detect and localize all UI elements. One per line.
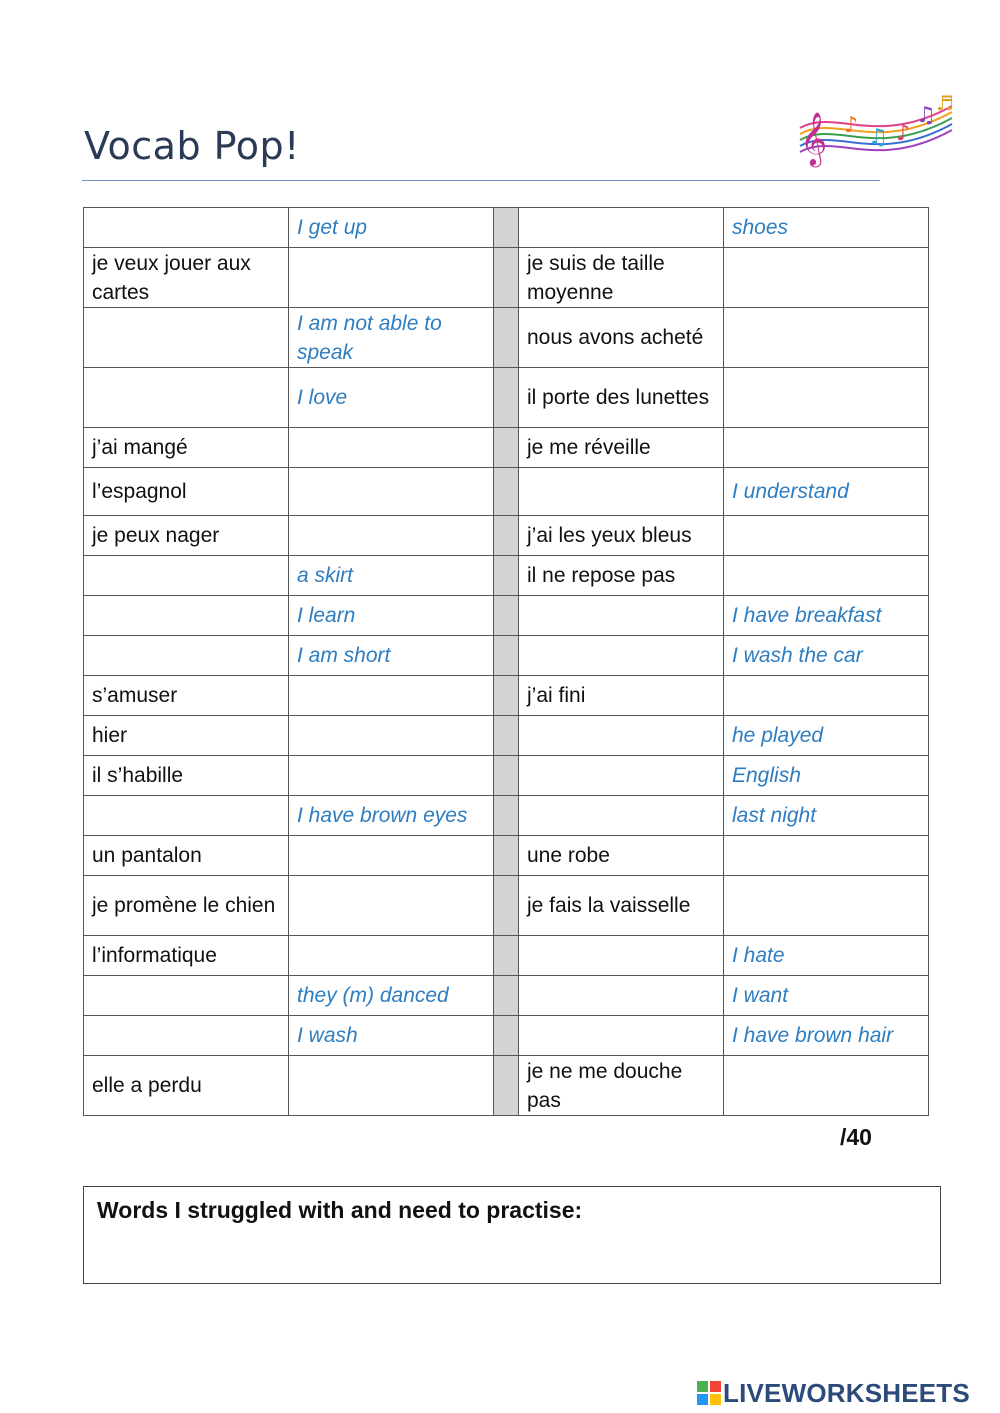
english-cell: they (m) danced: [289, 976, 494, 1016]
english-cell: last night: [724, 796, 929, 836]
english-cell[interactable]: [724, 836, 929, 876]
english-cell[interactable]: [724, 676, 929, 716]
table-row: [84, 716, 929, 756]
english-cell[interactable]: [289, 516, 494, 556]
french-cell[interactable]: [519, 1016, 724, 1056]
table-row: [84, 308, 929, 368]
column-divider: [494, 596, 519, 636]
french-cell: je peux nager: [84, 516, 289, 556]
struggle-box[interactable]: [83, 1186, 941, 1284]
english-cell: a skirt: [289, 556, 494, 596]
french-cell: j’ai fini: [519, 676, 724, 716]
english-cell: I learn: [289, 596, 494, 636]
french-cell[interactable]: [519, 756, 724, 796]
column-divider: [494, 676, 519, 716]
french-cell: l’informatique: [84, 936, 289, 976]
english-cell[interactable]: [724, 308, 929, 368]
english-cell[interactable]: [289, 428, 494, 468]
column-divider: [494, 756, 519, 796]
column-divider: [494, 876, 519, 936]
french-cell[interactable]: [84, 796, 289, 836]
english-cell[interactable]: [289, 1056, 494, 1116]
french-cell: je me réveille: [519, 428, 724, 468]
english-cell[interactable]: [289, 676, 494, 716]
column-divider: [494, 248, 519, 308]
table-row: [84, 208, 929, 248]
table-row: [84, 428, 929, 468]
english-cell: I understand: [724, 468, 929, 516]
column-divider: [494, 556, 519, 596]
french-cell: je suis de taille moyenne: [519, 248, 724, 308]
table-row: [84, 596, 929, 636]
svg-text:𝄞: 𝄞: [800, 111, 828, 165]
table-row: [84, 468, 929, 516]
french-cell[interactable]: [519, 936, 724, 976]
french-cell: j’ai mangé: [84, 428, 289, 468]
table-row: [84, 976, 929, 1016]
english-cell[interactable]: [724, 1056, 929, 1116]
english-cell: I want: [724, 976, 929, 1016]
french-cell: elle a perdu: [84, 1056, 289, 1116]
french-cell[interactable]: [84, 308, 289, 368]
english-cell[interactable]: [724, 556, 929, 596]
english-cell[interactable]: [724, 248, 929, 308]
french-cell: j’ai les yeux bleus: [519, 516, 724, 556]
table-row: [84, 368, 929, 428]
english-cell[interactable]: [289, 836, 494, 876]
column-divider: [494, 428, 519, 468]
french-cell[interactable]: [519, 636, 724, 676]
english-cell: I am not able to speak: [289, 308, 494, 368]
french-cell[interactable]: [519, 596, 724, 636]
french-cell[interactable]: [519, 976, 724, 1016]
column-divider: [494, 716, 519, 756]
column-divider: [494, 636, 519, 676]
english-cell[interactable]: [724, 368, 929, 428]
english-cell: I am short: [289, 636, 494, 676]
english-cell[interactable]: [289, 756, 494, 796]
english-cell: I have breakfast: [724, 596, 929, 636]
table-row: [84, 516, 929, 556]
title-divider: [82, 180, 880, 181]
table-row: [84, 876, 929, 936]
column-divider: [494, 1056, 519, 1116]
french-cell: je fais la vaisselle: [519, 876, 724, 936]
french-cell: je ne me douche pas: [519, 1056, 724, 1116]
english-cell[interactable]: [289, 876, 494, 936]
page-title: Vocab Pop!: [84, 124, 300, 168]
french-cell[interactable]: [84, 596, 289, 636]
svg-text:♫: ♫: [868, 125, 888, 150]
svg-text:♪: ♪: [844, 113, 859, 138]
column-divider: [494, 1016, 519, 1056]
vocab-table: [83, 207, 929, 1116]
french-cell: nous avons acheté: [519, 308, 724, 368]
table-row: [84, 1016, 929, 1056]
table-row: [84, 936, 929, 976]
english-cell[interactable]: [289, 716, 494, 756]
english-cell[interactable]: [289, 936, 494, 976]
score-total: /40: [840, 1124, 872, 1150]
english-cell[interactable]: [724, 876, 929, 936]
french-cell[interactable]: [519, 796, 724, 836]
liveworksheets-logo-icon: [697, 1381, 721, 1405]
english-cell: I have brown hair: [724, 1016, 929, 1056]
column-divider: [494, 976, 519, 1016]
french-cell: il s’habille: [84, 756, 289, 796]
french-cell: l’espagnol: [84, 468, 289, 516]
french-cell[interactable]: [519, 468, 724, 516]
english-cell: shoes: [724, 208, 929, 248]
french-cell: il ne repose pas: [519, 556, 724, 596]
english-cell[interactable]: [289, 468, 494, 516]
french-cell: une robe: [519, 836, 724, 876]
column-divider: [494, 308, 519, 368]
french-cell[interactable]: [519, 208, 724, 248]
brand-name: LIVEWORKSHEETS: [723, 1377, 970, 1408]
svg-text:♪: ♪: [896, 121, 911, 146]
english-cell: I have brown eyes: [289, 796, 494, 836]
english-cell: I wash the car: [724, 636, 929, 676]
french-cell[interactable]: [84, 208, 289, 248]
french-cell[interactable]: [84, 1016, 289, 1056]
table-row: [84, 1056, 929, 1116]
english-cell: I wash: [289, 1016, 494, 1056]
french-cell: s’amuser: [84, 676, 289, 716]
music-notes-icon: [796, 88, 956, 170]
table-row: [84, 796, 929, 836]
column-divider: [494, 208, 519, 248]
table-row: [84, 676, 929, 716]
svg-text:♫: ♫: [916, 103, 936, 128]
column-divider: [494, 936, 519, 976]
table-row: [84, 556, 929, 596]
french-cell: je veux jouer aux cartes: [84, 248, 289, 308]
french-cell[interactable]: [84, 368, 289, 428]
french-cell: il porte des lunettes: [519, 368, 724, 428]
column-divider: [494, 368, 519, 428]
english-cell[interactable]: [724, 516, 929, 556]
column-divider: [494, 796, 519, 836]
french-cell[interactable]: [84, 556, 289, 596]
english-cell: I get up: [289, 208, 494, 248]
table-row: [84, 836, 929, 876]
english-cell[interactable]: [724, 428, 929, 468]
english-cell[interactable]: [289, 248, 494, 308]
french-cell[interactable]: [84, 976, 289, 1016]
table-row: [84, 636, 929, 676]
column-divider: [494, 836, 519, 876]
english-cell: I hate: [724, 936, 929, 976]
table-row: [84, 756, 929, 796]
french-cell: je promène le chien: [84, 876, 289, 936]
english-cell: he played: [724, 716, 929, 756]
column-divider: [494, 516, 519, 556]
svg-text:♬: ♬: [936, 91, 954, 115]
french-cell[interactable]: [84, 636, 289, 676]
brand-footer: [697, 1376, 970, 1410]
english-cell: English: [724, 756, 929, 796]
column-divider: [494, 468, 519, 516]
french-cell: un pantalon: [84, 836, 289, 876]
struggle-label: Words I struggled with and need to practise:: [97, 1197, 583, 1223]
english-cell: I love: [289, 368, 494, 428]
french-cell: hier: [84, 716, 289, 756]
table-row: [84, 248, 929, 308]
french-cell[interactable]: [519, 716, 724, 756]
